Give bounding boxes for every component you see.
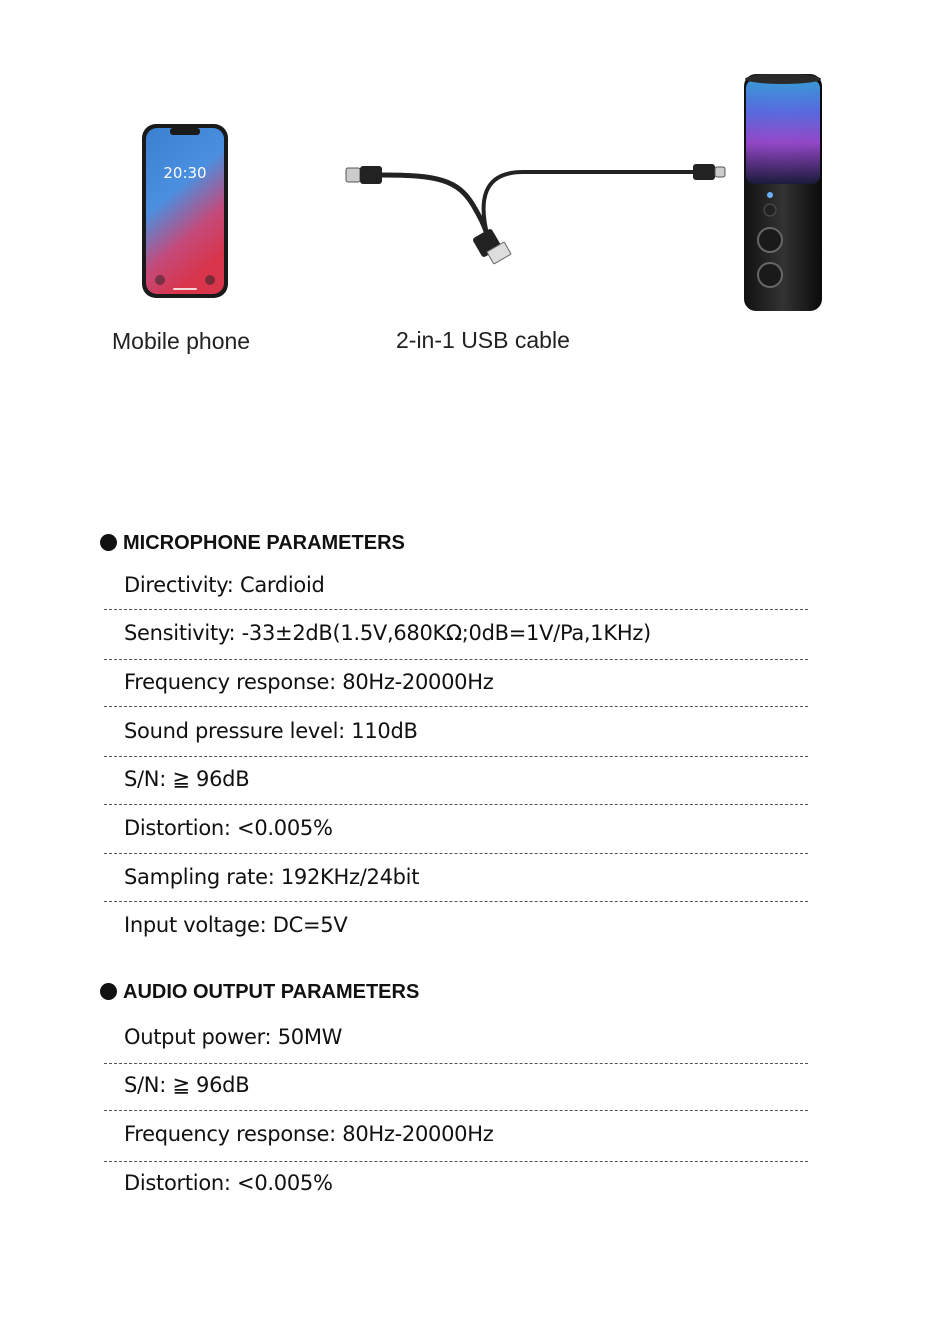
- param-signal-noise: S/N: ≧ 96dB: [124, 767, 250, 791]
- divider: [104, 804, 808, 805]
- param-output-power: Output power: 50MW: [124, 1025, 343, 1049]
- phone-time: 20:30: [163, 164, 207, 182]
- divider: [104, 706, 808, 707]
- bullet-icon: [100, 983, 117, 1000]
- param-sampling-rate: Sampling rate: 192KHz/24bit: [124, 865, 420, 889]
- divider: [104, 756, 808, 757]
- divider: [104, 1161, 808, 1162]
- param-frequency-response: Frequency response: 80Hz-20000Hz: [124, 670, 494, 694]
- param-signal-noise: S/N: ≧ 96dB: [124, 1073, 250, 1097]
- microphone-image: [738, 70, 828, 315]
- divider: [104, 901, 808, 902]
- param-distortion: Distortion: <0.005%: [124, 816, 333, 840]
- section-title: MICROPHONE PARAMETERS: [123, 532, 405, 554]
- phone-caption: Mobile phone: [112, 328, 251, 354]
- audio-output-parameters-heading: [100, 981, 419, 1004]
- cable-caption: 2-in-1 USB cable: [396, 327, 570, 353]
- divider: [104, 853, 808, 854]
- param-sound-pressure-level: Sound pressure level: 110dB: [124, 719, 418, 743]
- param-sensitivity: Sensitivity: -33±2dB(1.5V,680KΩ;0dB=1V/Pa,1KHz): [124, 621, 651, 645]
- section-title: AUDIO OUTPUT PARAMETERS: [123, 981, 420, 1003]
- param-directivity: Directivity: Cardioid: [124, 573, 325, 597]
- param-input-voltage: Input voltage: DC=5V: [124, 913, 348, 937]
- bullet-icon: [100, 534, 117, 551]
- mobile-phone-image: [140, 122, 230, 300]
- param-distortion: Distortion: <0.005%: [124, 1171, 333, 1195]
- param-frequency-response: Frequency response: 80Hz-20000Hz: [124, 1122, 494, 1146]
- divider: [104, 659, 808, 660]
- usb-cable-image: [338, 150, 728, 265]
- divider: [104, 609, 808, 610]
- microphone-parameters-heading: [100, 532, 405, 555]
- divider: [104, 1063, 808, 1064]
- divider: [104, 1110, 808, 1111]
